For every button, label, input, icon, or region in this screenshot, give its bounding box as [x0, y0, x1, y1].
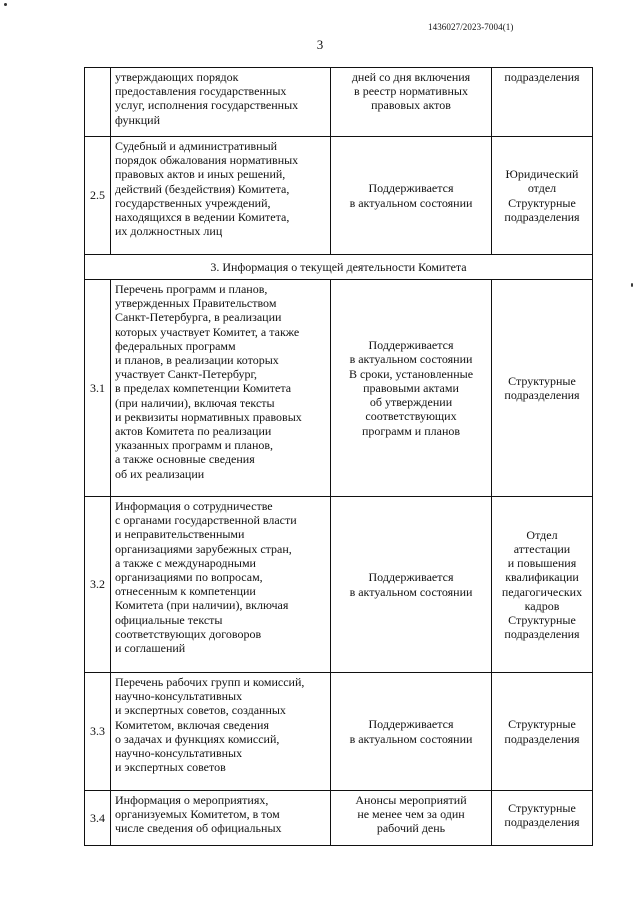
- section-title: 3. Информация о текущей деятельности Комитета: [85, 255, 593, 280]
- row-description: [111, 673, 331, 791]
- text-line: числе сведения об официальных: [115, 821, 282, 836]
- row-responsible: [492, 673, 593, 791]
- text-line: в пределах компетенции Комитета: [115, 381, 292, 396]
- text-line: соответствующих: [365, 409, 457, 424]
- text-line: Комитетом, включая сведения: [115, 717, 269, 732]
- text-line: подразделения: [504, 388, 580, 402]
- text-line: функций: [115, 112, 160, 127]
- document-number: 1436027/2023-7004(1): [428, 22, 514, 32]
- table-row: [85, 137, 593, 255]
- text-line: указанных программ и планов,: [115, 438, 274, 453]
- section-header-row: [85, 255, 593, 280]
- text-line: подразделения: [504, 627, 580, 642]
- table-row: [85, 673, 593, 791]
- text-line: утвержденных Правительством: [115, 296, 277, 311]
- text-line: в актуальном состоянии: [349, 584, 473, 599]
- text-line: рабочий день: [376, 821, 446, 836]
- scan-speck: [631, 283, 633, 287]
- text-line: в реестр нормативных: [354, 84, 468, 99]
- text-line: и экспертных советов, созданных: [115, 703, 286, 718]
- text-line: и неправительственными: [115, 527, 245, 542]
- row-actuality: [331, 791, 492, 846]
- row-actuality: [331, 673, 492, 791]
- text-line: об их реализации: [115, 466, 205, 481]
- text-line: правовых актов: [371, 98, 451, 113]
- text-line: Отдел: [526, 527, 558, 542]
- table-row: [85, 68, 593, 137]
- text-line: и соглашений: [115, 641, 186, 656]
- text-line: и планов, в реализации которых: [115, 353, 279, 368]
- text-line: Перечень рабочих групп и комиссий,: [115, 675, 305, 689]
- text-line: Структурные: [508, 195, 576, 210]
- text-line: актов Комитета по реализации: [115, 424, 272, 439]
- text-line: порядок обжалования нормативных: [115, 153, 299, 168]
- text-line: не менее чем за один: [357, 807, 465, 822]
- page-number: 3: [316, 37, 324, 52]
- text-line: квалификации: [505, 570, 579, 585]
- text-line: педагогических: [501, 584, 583, 599]
- row-responsible: [492, 137, 593, 255]
- row-description: [111, 791, 331, 846]
- text-line: Поддерживается: [368, 181, 454, 196]
- text-line: Структурные: [508, 717, 576, 732]
- text-line: аттестации: [513, 541, 571, 556]
- text-line: государственных учреждений,: [115, 195, 271, 210]
- text-line: Санкт-Петербурга, в реализации: [115, 310, 282, 325]
- text-line: находящихся в ведении Комитета,: [115, 210, 290, 225]
- row-responsible: [492, 280, 593, 497]
- row-actuality: [331, 137, 492, 255]
- text-line: Поддерживается: [368, 338, 454, 353]
- text-line: отнесенным к компетенции: [115, 584, 256, 599]
- text-line: услуг, исполнения государственных: [115, 98, 299, 113]
- row-number: 3.4: [85, 791, 111, 846]
- text-line: Судебный и административный: [115, 139, 278, 153]
- text-line: и повышения: [507, 556, 577, 571]
- row-responsible: [492, 68, 593, 137]
- text-line: соответствующих договоров: [115, 626, 262, 641]
- text-line: Структурные: [508, 612, 576, 627]
- text-line: предоставления государственных: [115, 84, 287, 99]
- row-actuality: [331, 68, 492, 137]
- text-line: правовых актов и иных решений,: [115, 167, 286, 182]
- row-number: [85, 68, 111, 137]
- text-line: организуемых Комитетом, в том: [115, 807, 280, 822]
- text-line: дней со дня включения: [351, 70, 471, 84]
- text-line: Информация о сотрудничестве: [115, 499, 273, 513]
- text-line: подразделения: [504, 70, 580, 84]
- text-line: участвует Санкт-Петербург,: [115, 367, 258, 382]
- text-line: в актуальном состоянии: [349, 731, 473, 746]
- text-line: и реквизиты нормативных правовых: [115, 409, 302, 424]
- text-line: об утверждении: [369, 395, 453, 410]
- row-actuality: [331, 497, 492, 673]
- row-description: [111, 68, 331, 137]
- information-table: [84, 67, 593, 846]
- text-line: организациями по вопросам,: [115, 570, 263, 585]
- row-number: 3.1: [85, 280, 111, 497]
- text-line: научно-консультативных: [115, 746, 243, 761]
- text-line: подразделения: [504, 731, 580, 746]
- text-line: Структурные: [508, 373, 576, 388]
- text-line: Комитета (при наличии), включая: [115, 598, 289, 613]
- scan-speck: [4, 3, 7, 6]
- text-line: В сроки, установленные: [348, 366, 474, 381]
- text-line: о задачах и функциях комиссий,: [115, 731, 280, 746]
- text-line: отдел: [527, 181, 557, 196]
- table-row: [85, 280, 593, 497]
- text-line: подразделения: [504, 815, 580, 830]
- text-line: организациями зарубежных стран,: [115, 541, 292, 556]
- text-line: программ и планов: [361, 423, 461, 438]
- text-line: Юридический: [505, 167, 579, 182]
- text-line: с органами государственной власти: [115, 513, 297, 528]
- table-row: [85, 497, 593, 673]
- text-line: научно-консультативных: [115, 689, 243, 704]
- text-line: утверждающих порядок: [115, 70, 239, 84]
- text-line: Поддерживается: [368, 717, 454, 732]
- text-line: в актуальном состоянии: [349, 352, 473, 367]
- row-number: 3.2: [85, 497, 111, 673]
- text-line: Перечень программ и планов,: [115, 282, 268, 296]
- row-responsible: [492, 791, 593, 846]
- row-responsible: [492, 497, 593, 673]
- row-number: 3.3: [85, 673, 111, 791]
- text-line: федеральных программ: [115, 338, 236, 353]
- text-line: правовыми актами: [363, 380, 459, 395]
- text-line: официальные тексты: [115, 612, 223, 627]
- text-line: Анонсы мероприятий: [355, 793, 467, 807]
- table-row: [85, 791, 593, 846]
- text-line: подразделения: [504, 209, 580, 224]
- text-line: Информация о мероприятиях,: [115, 793, 269, 807]
- text-line: их должностных лиц: [115, 224, 223, 239]
- text-line: (при наличии), включая тексты: [115, 395, 275, 410]
- text-line: действий (бездействия) Комитета,: [115, 181, 290, 196]
- row-number: 2.5: [85, 137, 111, 255]
- text-line: Структурные: [508, 801, 576, 815]
- text-line: которых участвует Комитет, а также: [115, 324, 300, 339]
- text-line: а также основные сведения: [115, 452, 255, 467]
- row-description: [111, 280, 331, 497]
- row-description: [111, 497, 331, 673]
- row-description: [111, 137, 331, 255]
- text-line: и экспертных советов: [115, 760, 226, 775]
- text-line: в актуальном состоянии: [349, 195, 473, 210]
- row-actuality: [331, 280, 492, 497]
- text-line: а также с международными: [115, 555, 256, 570]
- text-line: кадров: [524, 598, 560, 613]
- text-line: Поддерживается: [368, 570, 454, 585]
